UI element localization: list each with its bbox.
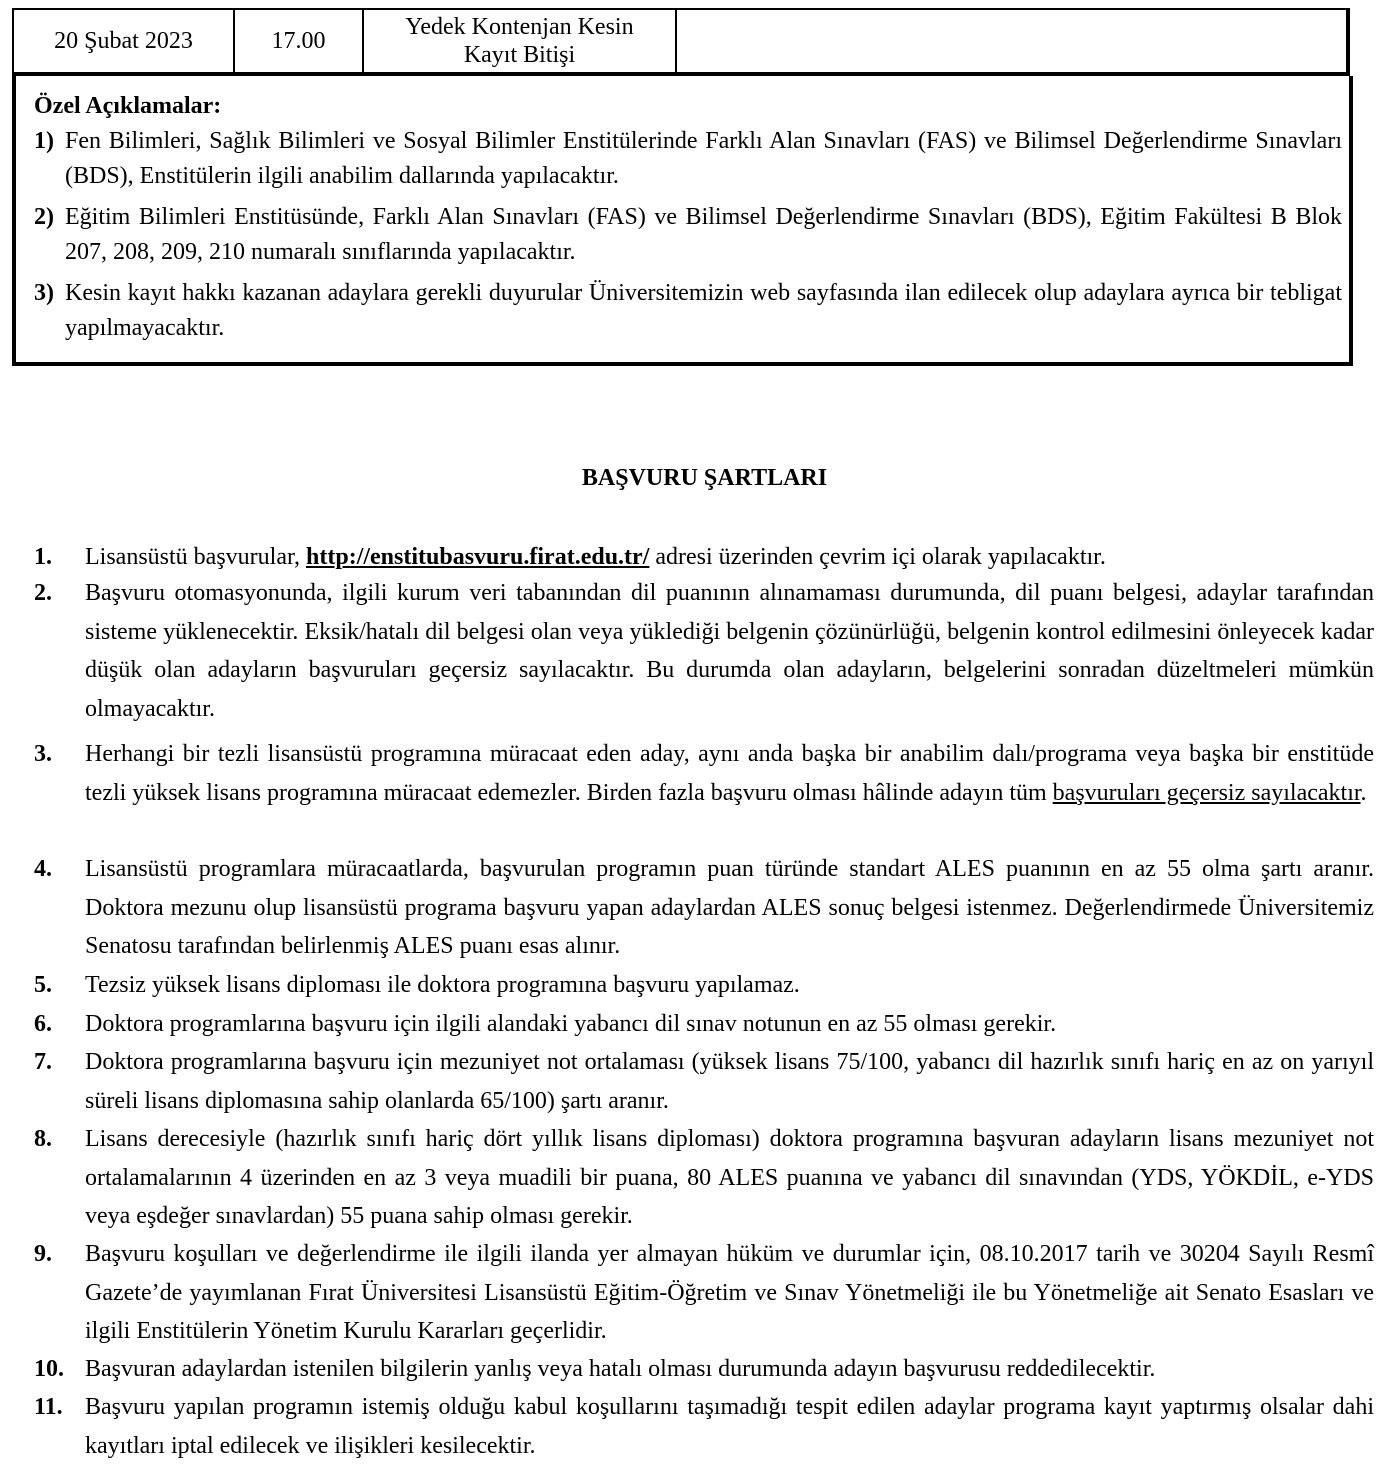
requirement-text: Başvuru yapılan programın istemiş olduğu kabul koşullarını taşımadığı tespit edilen adaylar programa kayıt yaptırmış olsalar dahi kayıtları iptal edilecek ve ilişikleri kesilecektir.: [85, 1394, 1374, 1459]
requirement-number: 8.: [34, 1126, 52, 1152]
requirement-text-before: Lisansüstü başvurular,: [85, 544, 307, 570]
requirement-number: 10.: [34, 1356, 64, 1382]
requirement-number: 7.: [34, 1049, 52, 1075]
requirement-text: Tezsiz yüksek lisans diploması ile doktora programına başvuru yapılamaz.: [85, 972, 800, 998]
requirement-number: 1.: [34, 544, 52, 570]
special-note-item: [34, 276, 1342, 346]
requirement-text: Lisansüstü programlara müracaatlarda, başvurulan programın puan türünde standart ALES puanının en az 55 olma şartı aranır. Doktora mezunu olup lisansüstü programa başvuru yapan adaylardan ALES sonuç belgesi istenmez. Değerlendirmede Üniversitemiz Senatosu tarafından belirlenmiş ALES puanı esas alınır.: [85, 856, 1374, 959]
application-portal-link[interactable]: http://enstitubasvuru.firat.edu.tr/: [306, 544, 650, 570]
requirement-text: [85, 538, 1374, 577]
special-note-text: Eğitim Bilimleri Enstitüsünde, Farklı Alan Sınavları (FAS) ve Bilimsel Değerlendirme Sınavları (BDS), Eğitim Fakültesi B Blok 207, 208, 209, 210 numaralı sınıflarında yapılacaktır.: [65, 204, 1342, 265]
schedule-event-line1: Yedek Kontenjan Kesin: [405, 14, 634, 40]
schedule-table-row: [12, 8, 1350, 76]
requirement-text: Doktora programlarına başvuru için mezuniyet not ortalaması (yüksek lisans 75/100, yabancı dil hazırlık sınıfı hariç en az on yarıyıl süreli lisans diplomasına sahip olanlarda 65/100) şartı aranır.: [85, 1049, 1374, 1114]
requirement-number: 9.: [34, 1241, 52, 1267]
schedule-extra-cell: [677, 10, 1346, 72]
requirement-text: Başvuru koşulları ve değerlendirme ile ilgili ilanda yer almayan hüküm ve durumlar için, 08.10.2017 tarih ve 30204 Sayılı Resmî Gazete’de yayımlanan Fırat Üniversitesi Lisansüstü Eğitim-Öğretim ve Sınav Yönetmeliği ile bu Yönetmeliğe ait Senato Esasları ve ilgili Enstitülerin Yönetim Kurulu Kararları geçerlidir.: [85, 1241, 1374, 1344]
requirement-number: 6.: [34, 1011, 52, 1037]
schedule-event-line2: Kayıt Bitişi: [463, 42, 576, 68]
requirement-text: Başvuru otomasyonunda, ilgili kurum veri tabanından dil puanının alınamaması durumunda, dil puanı belgesi, adaylar tarafından sisteme yüklenecektir. Eksik/hatalı dil belgesi olan veya yüklediği belgenin çözünürlüğü, belgenin kontrol edilmesini önleyecek kadar düşük olan adayların başvuruları geçersiz sayılacaktır. Bu durumda olan adayların, belgelerini sonradan düzeltmeleri mümkün olmayacaktır.: [85, 580, 1374, 722]
requirement-number: 3.: [34, 741, 52, 767]
schedule-time-cell: 17.00: [235, 10, 364, 72]
special-note-number: 3): [34, 280, 54, 306]
special-notes-title: Özel Açıklamalar:: [34, 93, 222, 119]
requirement-text: [85, 735, 1374, 812]
requirement-number: 2.: [34, 580, 52, 606]
requirement-text: Doktora programlarına başvuru için ilgili alandaki yabancı dil sınav notunun en az 55 olması gerekir.: [85, 1011, 1057, 1037]
special-note-number: 2): [34, 204, 54, 230]
requirement-text-main: Herhangi bir tezli lisansüstü programına müracaat eden aday, aynı anda başka bir anabilim dalı/programa veya başka bir enstitüde tezli yüksek lisans programına müracaat edemezler. Birden fazla başvuru olması hâlinde adayın tüm: [85, 741, 1374, 806]
requirements-heading: BAŞVURU ŞARTLARI: [581, 465, 828, 491]
special-notes-box: [12, 76, 1353, 366]
special-note-text: Fen Bilimleri, Sağlık Bilimleri ve Sosyal Bilimler Enstitülerinde Farklı Alan Sınavları (FAS) ve Bilimsel Değerlendirme Sınavları (BDS), Enstitülerin ilgili anabilim dallarında yapılacaktır.: [65, 128, 1342, 189]
schedule-date-cell: 20 Şubat 2023: [14, 10, 235, 72]
requirement-number: 4.: [34, 856, 52, 882]
requirement-number: 5.: [34, 972, 52, 998]
special-note-text: Kesin kayıt hakkı kazanan adaylara gerekli duyurular Üniversitemizin web sayfasında ilan edilecek olup adaylara ayrıca bir tebligat yapılmayacaktır.: [65, 280, 1342, 341]
requirement-number: 11.: [34, 1394, 63, 1420]
requirement-text-after: adresi üzerinden çevrim içi olarak yapılacaktır.: [649, 544, 1106, 570]
special-note-item: [34, 124, 1342, 194]
requirement-underlined-text: başvuruları geçersiz sayılacaktır: [1052, 779, 1361, 806]
requirement-text: Lisans derecesiyle (hazırlık sınıfı hariç dört yıllık lisans diploması) doktora programına başvuran adayların lisans mezuniyet not ortalamalarının 4 üzerinden en az 3 veya muadili bir puana, 80 ALES puanına ve yabancı dil sınavından (YDS, YÖKDİL, e-YDS veya eşdeğer sınavlardan) 55 puana sahip olması gerekir.: [85, 1126, 1374, 1229]
special-note-number: 1): [34, 128, 54, 154]
requirement-text-end: .: [1360, 779, 1367, 806]
schedule-event-cell: [364, 10, 677, 72]
requirement-text: Başvuran adaylardan istenilen bilgilerin yanlış veya hatalı olması durumunda adayın başvurusu reddedilecektir.: [85, 1356, 1156, 1382]
special-note-item: [34, 200, 1342, 270]
